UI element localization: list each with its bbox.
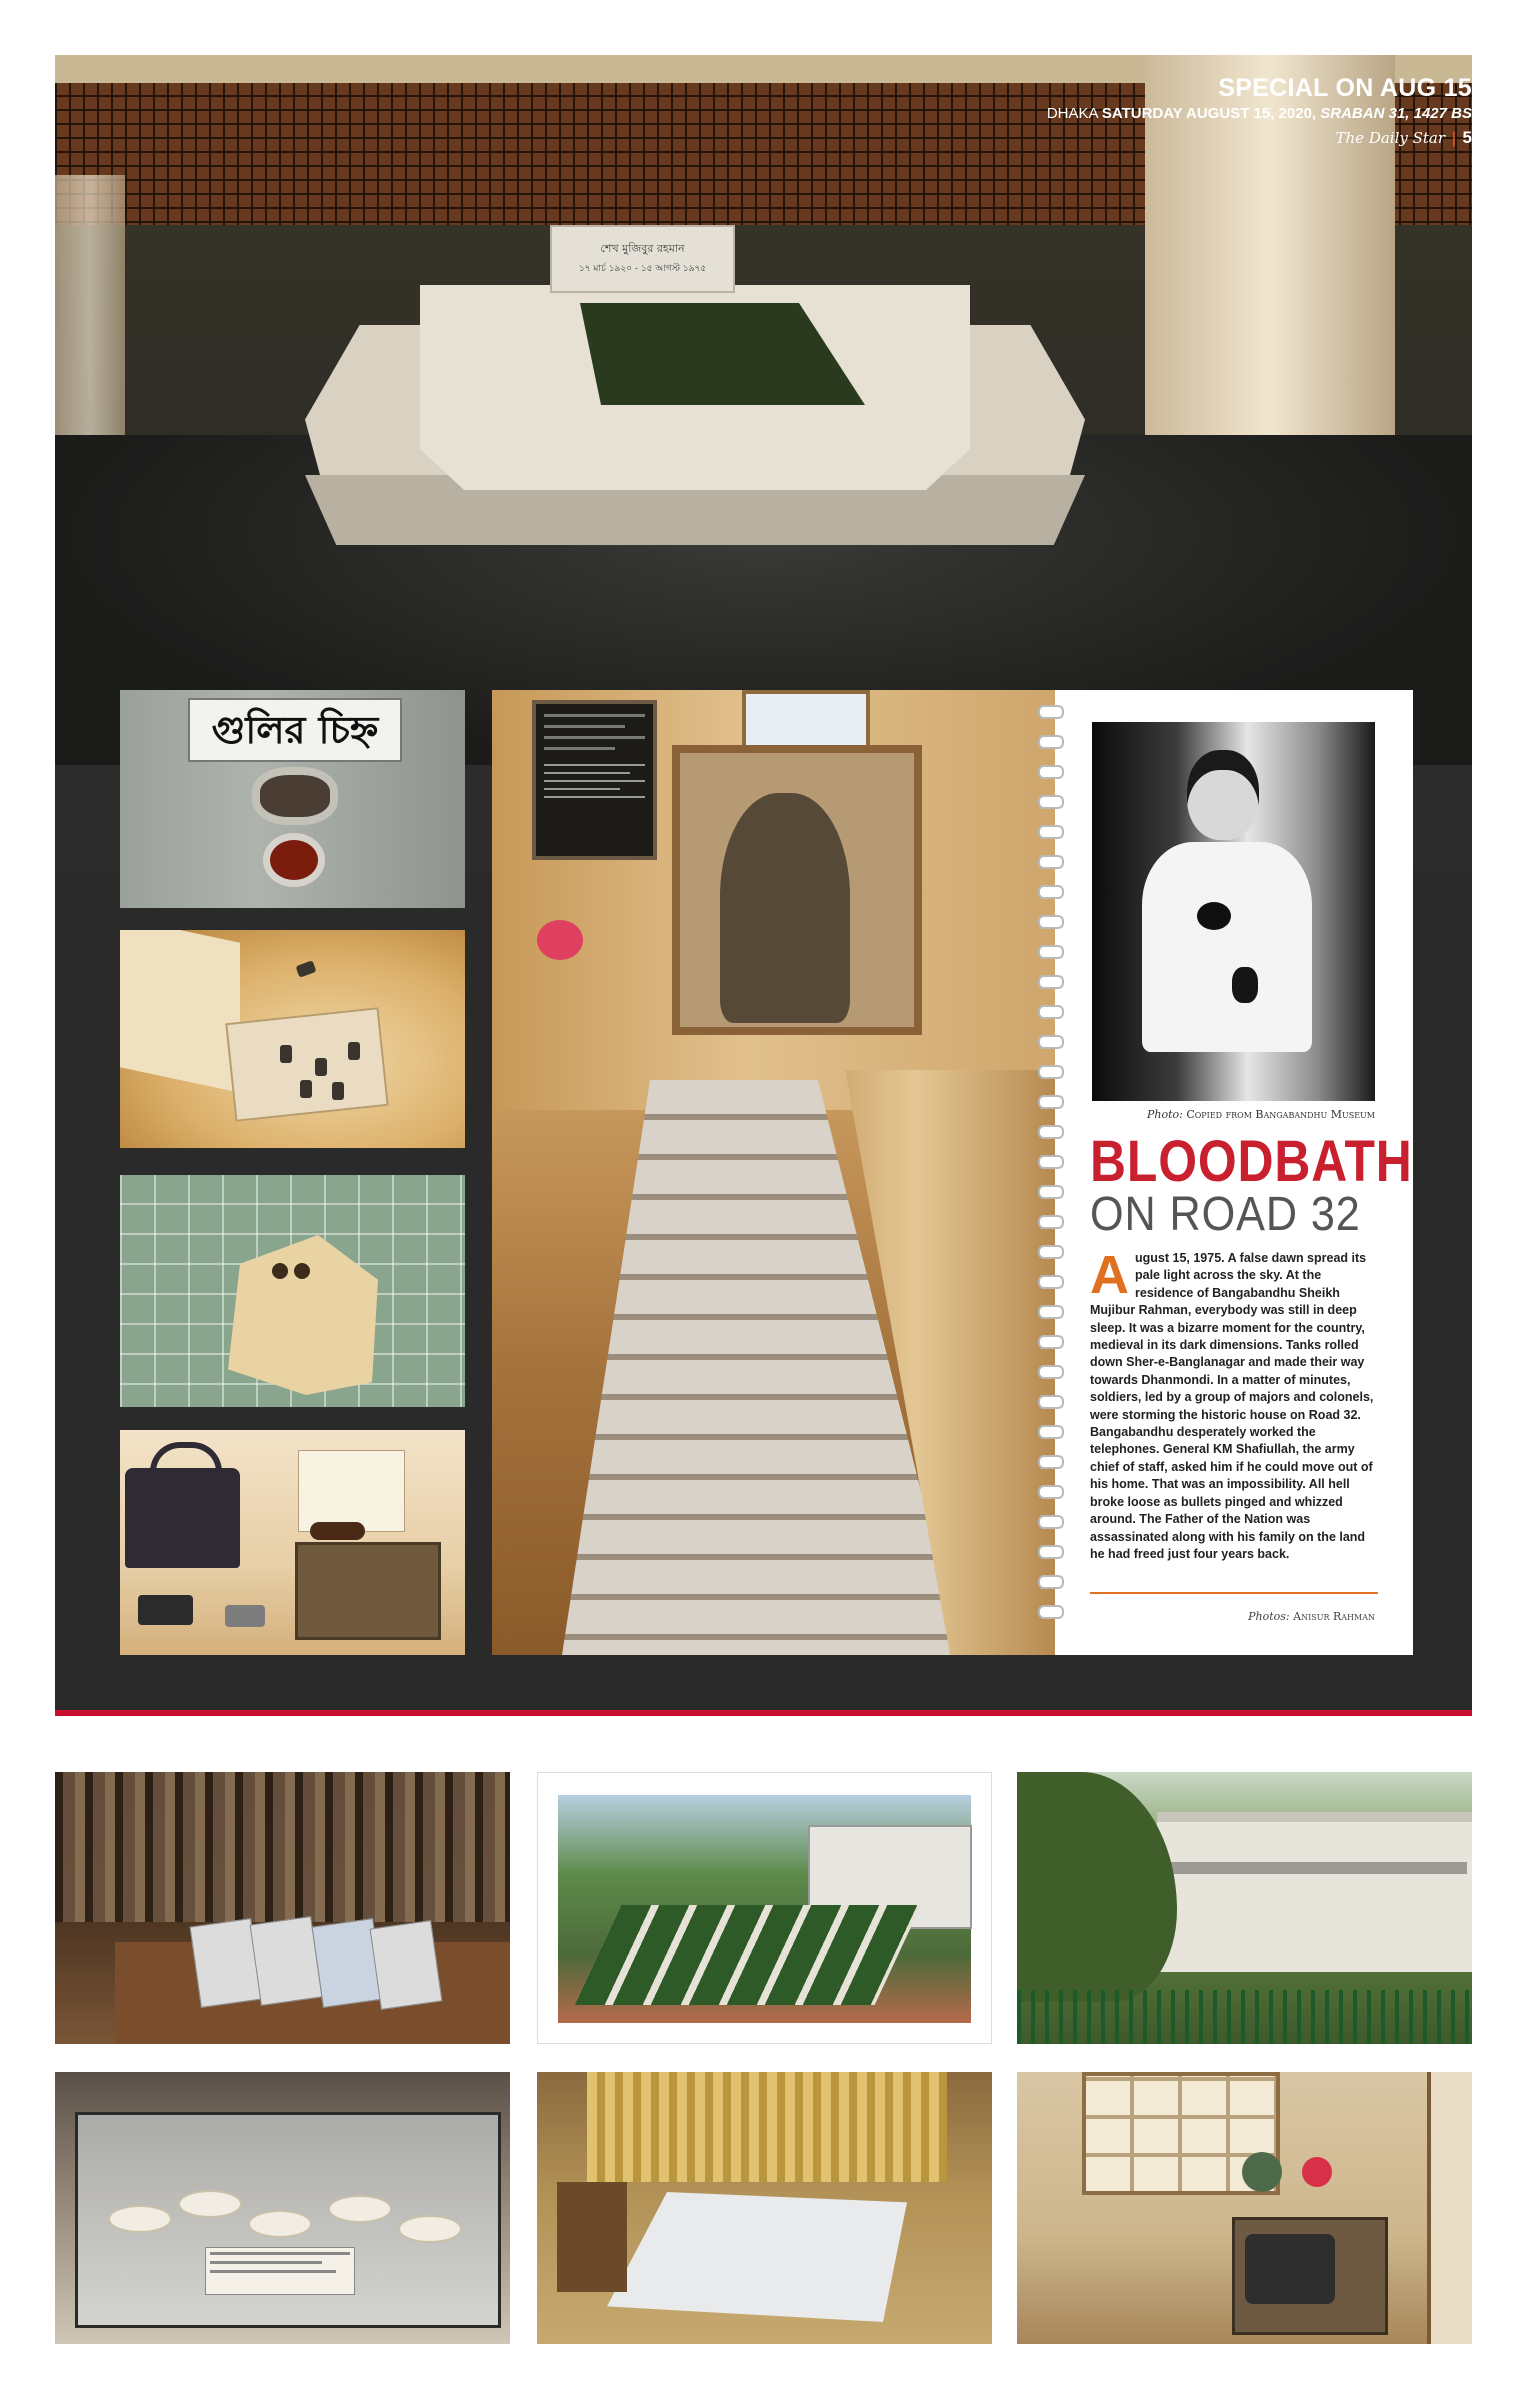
binding-ring bbox=[1038, 825, 1064, 839]
plate bbox=[178, 2190, 242, 2218]
binding-ring bbox=[1038, 1095, 1064, 1109]
memorial-notice-board bbox=[532, 700, 657, 860]
bullet-hole bbox=[260, 775, 330, 817]
lighter bbox=[225, 1605, 265, 1627]
balcony bbox=[1167, 1862, 1467, 1874]
plate bbox=[108, 2205, 172, 2233]
grave-plaque-line1: শেখ মুজিবুর রহমান bbox=[600, 242, 685, 255]
binding-ring bbox=[1038, 1125, 1064, 1139]
binding-ring bbox=[1038, 1335, 1064, 1349]
binding-ring bbox=[1038, 1575, 1064, 1589]
bullet-hole bbox=[270, 840, 318, 880]
photo-credit-label: Photo: bbox=[1146, 1108, 1183, 1121]
photo-bangabandhu-body bbox=[1092, 722, 1375, 1101]
binding-ring bbox=[1038, 1545, 1064, 1559]
binding-ring bbox=[1038, 1605, 1064, 1619]
photo-staircase bbox=[492, 690, 1055, 1655]
binding-ring bbox=[1038, 1275, 1064, 1289]
bullet-shell bbox=[295, 960, 316, 977]
binding-ring bbox=[1038, 1365, 1064, 1379]
article-body-text: ugust 15, 1975. A false dawn spread its pale light across the sky. At the residence of Bangabandhu Sheikh Mujibur Rahman, everybody was still in deep sleep. It was a bizarre moment for the country, medieval in its dark dimensions. Tanks rolled down Sher-e-Banglanagar and made their way towards Dhanmondi. In a matter of minutes, soldiers, led by a group of majors and colonels, were storming the historic house on Road 32. Bangabandhu desperately worked the telephones. General KM Shafiullah, the army chief of staff, asked him if he could move out of his home. That was an impossibility. All hell broke loose as bullets pinged and whizzed around. The Father of the Nation was assassinated along with his family on the land he had freed just four years back. bbox=[1090, 1251, 1374, 1561]
red-flowers bbox=[537, 920, 583, 960]
curtains bbox=[587, 2072, 947, 2182]
binding-ring bbox=[1038, 1425, 1064, 1439]
binding-ring bbox=[1038, 915, 1064, 929]
bullet-shell bbox=[300, 1080, 312, 1098]
television bbox=[1232, 2217, 1388, 2335]
bookshelf bbox=[55, 1772, 510, 1922]
dateline-date: SATURDAY AUGUST 15, 2020, bbox=[1101, 105, 1317, 122]
photos-credit-label: Photos: bbox=[1248, 1610, 1290, 1623]
portrait-figure bbox=[720, 793, 850, 1023]
tv-screen bbox=[1245, 2234, 1335, 2304]
bullet-marks-sign: গুলির চিহ্ন bbox=[188, 698, 402, 762]
figure-body bbox=[1142, 842, 1312, 1052]
dateline bbox=[1047, 105, 1472, 122]
covered-bed bbox=[607, 2192, 907, 2322]
book bbox=[370, 1920, 443, 2010]
photo-dinnerware-case bbox=[55, 2072, 510, 2344]
globe bbox=[1242, 2152, 1282, 2192]
bullet-shell bbox=[348, 1042, 360, 1060]
framed-certificate bbox=[298, 1450, 405, 1532]
handbag bbox=[125, 1468, 240, 1568]
binding-ring bbox=[1038, 1245, 1064, 1259]
binding-ring bbox=[1038, 705, 1064, 719]
publication-name: The Daily Star bbox=[1335, 129, 1446, 147]
binding-ring bbox=[1038, 1305, 1064, 1319]
tobacco-pipe bbox=[310, 1522, 365, 1540]
window bbox=[1427, 2072, 1472, 2344]
binding-ring bbox=[1038, 765, 1064, 779]
binding-ring bbox=[1038, 1065, 1064, 1079]
photo-personal-belongings bbox=[120, 1430, 465, 1655]
graves-row bbox=[575, 1905, 922, 2005]
red-flowers bbox=[1302, 2157, 1332, 2187]
wallet bbox=[138, 1595, 193, 1625]
binding-ring bbox=[1038, 1455, 1064, 1469]
green-fence bbox=[1017, 1990, 1472, 2044]
binding-ring bbox=[1038, 1185, 1064, 1199]
plate bbox=[328, 2195, 392, 2223]
separator-bar: | bbox=[1451, 129, 1457, 147]
photo-road-32-house bbox=[1017, 1772, 1472, 2044]
binding-ring bbox=[1038, 1515, 1064, 1529]
broken-plaster bbox=[228, 1235, 378, 1395]
photo-library-desk bbox=[55, 1772, 510, 2044]
red-rule bbox=[55, 1710, 1472, 1716]
display-label bbox=[205, 2247, 355, 2295]
blood-stain bbox=[1197, 902, 1231, 930]
cloth bbox=[120, 930, 240, 1093]
binding-ring bbox=[1038, 975, 1064, 989]
tree bbox=[1017, 1772, 1177, 2002]
bullet-shell bbox=[315, 1058, 327, 1076]
binding-ring bbox=[1038, 1485, 1064, 1499]
dateline-bengali-date: SRABAN 31, 1427 BS bbox=[1320, 105, 1472, 122]
photo-bullet-marks-sign bbox=[120, 690, 465, 908]
figure-face bbox=[1187, 750, 1259, 840]
photo-bedroom bbox=[537, 2072, 992, 2344]
ornate-box bbox=[295, 1542, 441, 1640]
binding-ring bbox=[1038, 795, 1064, 809]
binding-ring bbox=[1038, 885, 1064, 899]
graves-garden bbox=[558, 1795, 971, 2023]
pillar-left bbox=[55, 175, 125, 435]
house-building bbox=[1157, 1812, 1472, 1972]
drop-cap: A bbox=[1090, 1245, 1129, 1305]
photo-credit bbox=[1092, 1108, 1375, 1121]
display-board bbox=[225, 1007, 389, 1122]
photo-television-room bbox=[1017, 2072, 1472, 2344]
binding-ring bbox=[1038, 945, 1064, 959]
photo-credit-source: Copied from Bangabandhu Museum bbox=[1186, 1108, 1375, 1121]
binding-ring bbox=[1038, 1155, 1064, 1169]
binding-ring bbox=[1038, 1005, 1064, 1019]
binding-ring bbox=[1038, 1395, 1064, 1409]
glass-case bbox=[75, 2112, 501, 2328]
binding-ring bbox=[1038, 855, 1064, 869]
plate bbox=[398, 2215, 462, 2243]
bullet-hole bbox=[272, 1263, 288, 1279]
page-number: 5 bbox=[1462, 128, 1472, 147]
grave-plaque-line2: ১৭ মার্চ ১৯২০ - ১৫ আগস্ট ১৯৭৫ bbox=[578, 264, 707, 274]
plate bbox=[248, 2210, 312, 2238]
photo-family-graves bbox=[537, 1772, 992, 2044]
publication-line bbox=[1336, 128, 1472, 148]
binding-ring bbox=[1038, 1215, 1064, 1229]
article-end-rule bbox=[1090, 1592, 1378, 1594]
framed-portrait bbox=[672, 745, 922, 1035]
blood-stain bbox=[1232, 967, 1258, 1003]
binding-ring bbox=[1038, 1035, 1064, 1049]
photos-credit bbox=[1092, 1610, 1375, 1623]
photo-bullet-shells bbox=[120, 930, 465, 1148]
section-title: SPECIAL ON AUG 15 bbox=[1218, 74, 1472, 102]
binding-ring bbox=[1038, 735, 1064, 749]
article-body bbox=[1090, 1245, 1378, 1563]
headline-sub: ON ROAD 32 bbox=[1090, 1188, 1361, 1241]
photo-tiled-wall-bullet-holes bbox=[120, 1175, 465, 1407]
headline-main: BLOODBATH bbox=[1090, 1129, 1413, 1194]
bullet-shell bbox=[332, 1082, 344, 1100]
spiral-binding bbox=[1038, 705, 1072, 1635]
photos-credit-name: Anisur Rahman bbox=[1293, 1610, 1375, 1623]
bullet-shell bbox=[280, 1045, 292, 1063]
side-table bbox=[557, 2182, 627, 2292]
dateline-city: DHAKA bbox=[1046, 105, 1098, 122]
grave-plaque bbox=[550, 225, 735, 293]
